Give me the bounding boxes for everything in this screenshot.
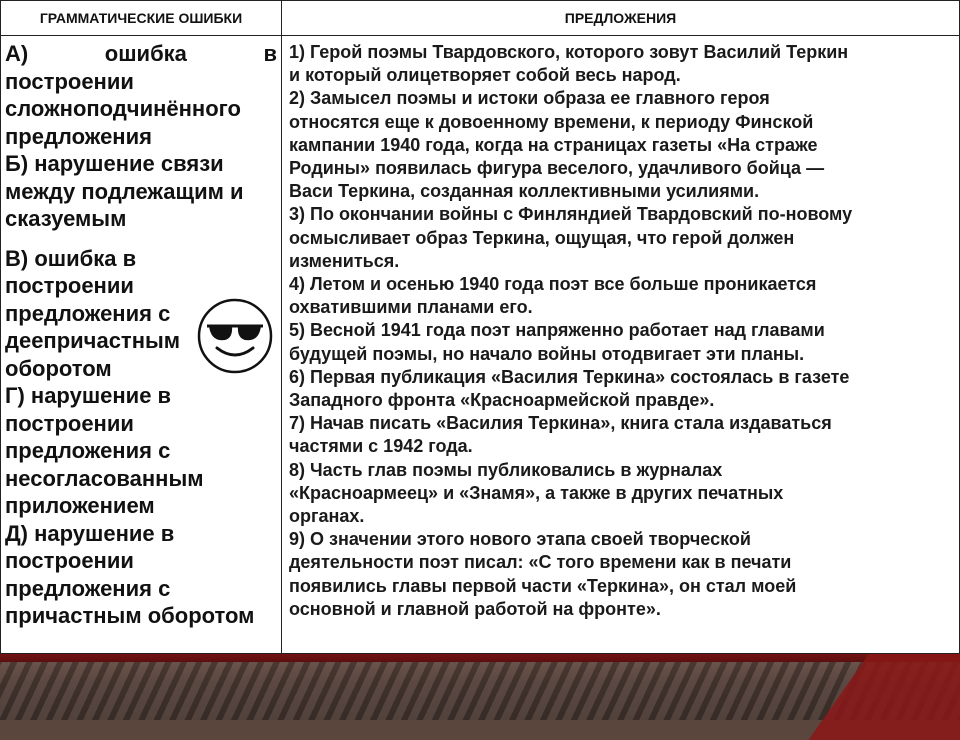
- smiley-sunglasses-icon: [197, 298, 273, 374]
- sentence-line: 8) Часть глав поэмы публиковались в журналах: [289, 459, 723, 480]
- error-a-first-line: [5, 40, 277, 68]
- error-g-line: построении: [5, 410, 134, 436]
- sentence-line: 7) Начав писать «Василия Теркина», книга стала издаваться: [289, 413, 832, 434]
- error-d-line: Д) нарушение в: [5, 520, 175, 546]
- error-b-line: Б) нарушение связи: [5, 151, 224, 176]
- error-a-word: А): [5, 41, 29, 66]
- sentence-line: Родины» появилась фигура веселого, удачливого бойца —: [289, 158, 825, 179]
- sentence-5: [289, 319, 957, 365]
- sentence-2: [289, 87, 957, 203]
- error-v-line: В) ошибка в: [5, 245, 137, 271]
- sentence-1: [289, 41, 957, 87]
- sentence-6: [289, 366, 957, 412]
- sentence-line: деятельности поэт писал: «С того времени как в печати: [289, 552, 792, 573]
- error-g-line: предложения с: [5, 438, 171, 463]
- error-d-line: причастным оборотом: [5, 603, 255, 628]
- error-v-line: предложения с: [5, 300, 171, 326]
- sentence-line: 2) Замысел поэмы и истоки образа ее главного героя: [289, 88, 770, 109]
- error-v-line: деепричастным: [5, 328, 181, 353]
- sentence-line: 5) Весной 1941 года поэт напряженно работает над главами: [289, 320, 825, 341]
- error-a-word: ошибка: [104, 41, 187, 66]
- header-grammatical-errors: ГРАММАТИЧЕСКИЕ ОШИБКИ: [1, 1, 282, 36]
- error-a-line: предложения: [5, 123, 152, 149]
- error-g-line: приложением: [5, 493, 155, 518]
- sentence-line: 4) Летом и осенью 1940 года поэт все больше проникается: [289, 274, 817, 295]
- sentence-line: относятся еще к довоенному времени, к периоду Финской: [289, 111, 814, 132]
- sentence-line: Западного фронта «Красноармейской правде».: [289, 390, 715, 411]
- sentence-line: органах.: [289, 506, 365, 527]
- sentence-line: 1) Герой поэмы Твардовского, которого зовут Василий Теркин: [289, 42, 849, 62]
- sentence-4: [289, 273, 957, 319]
- error-a-line: сложноподчинённого: [5, 96, 241, 121]
- sentence-line: частями с 1942 года.: [289, 436, 473, 457]
- error-v-line: оборотом: [5, 355, 112, 381]
- sentence-7: [289, 412, 957, 458]
- sentence-line: и который олицетворяет собой весь народ.: [289, 65, 681, 86]
- sentence-line: 6) Первая публикация «Василия Теркина» состоялась в газете: [289, 366, 850, 387]
- error-g-line: несогласованным: [5, 465, 204, 491]
- sentence-line: основной и главной работой на фронте».: [289, 598, 661, 619]
- sentence-line: охватившими планами его.: [289, 297, 533, 318]
- error-a-line: построении: [5, 68, 134, 94]
- errors-column: [1, 36, 282, 653]
- error-v-line: построении: [5, 273, 134, 298]
- sentence-line: «Красноармеец» и «Знамя», а также в других печатных: [289, 482, 784, 503]
- sentence-3: [289, 203, 957, 273]
- error-b-line: между подлежащим и: [5, 178, 244, 204]
- sentence-line: Васи Теркина, созданная коллективными усилиями.: [289, 181, 760, 202]
- sentence-line: измениться.: [289, 250, 400, 271]
- sentence-line: будущей поэмы, но начало войны отодвигает эти планы.: [289, 343, 805, 364]
- sentence-line: 9) О значении этого нового этапа своей творческой: [289, 529, 751, 550]
- background-texture: [0, 652, 960, 720]
- sentence-8: [289, 459, 957, 529]
- error-b-line: сказуемым: [5, 206, 127, 231]
- error-a-word: в: [263, 41, 277, 66]
- sentence-9: [289, 528, 957, 621]
- error-d-line: построении: [5, 548, 134, 573]
- sentence-line: осмысливает образ Теркина, ощущая, что герой должен: [289, 227, 795, 248]
- sentence-line: появились главы первой части «Теркина», он стал моей: [289, 575, 797, 596]
- sentences-column: [282, 36, 959, 653]
- sentence-line: 3) По окончании войны с Финляндией Твардовский по-новому: [289, 204, 853, 225]
- error-d-line: предложения с: [5, 575, 171, 601]
- header-sentences: ПРЕДЛОЖЕНИЯ: [282, 1, 959, 36]
- error-g-line: Г) нарушение в: [5, 383, 172, 408]
- sentence-line: кампании 1940 года, когда на страницах газеты «На страже: [289, 134, 818, 155]
